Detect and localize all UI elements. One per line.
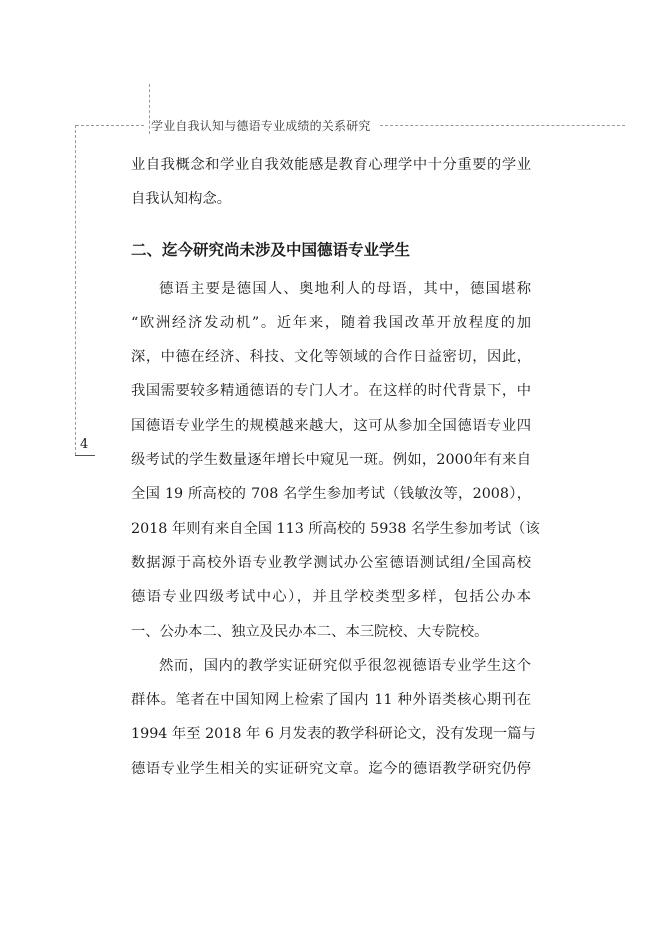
text-line: “欧洲经济发动机”。近年来，随着我国改革开放程度的加 xyxy=(131,314,531,331)
text-line: 群体。笔者在中国知网上检索了国内 11 种外语类核心期刊在 xyxy=(131,692,531,709)
text-line: 业自我概念和学业自我效能感是教育心理学中十分重要的学业 xyxy=(131,157,531,173)
page-number: 4 xyxy=(80,437,89,452)
text-line: 我国需要较多精通德语的专门人才。在这样的时代背景下，中 xyxy=(131,383,531,400)
paragraph-continued xyxy=(131,155,531,224)
text-line: 国德语专业学生的规模越来越大，这可从参加全国德语专业四 xyxy=(131,417,531,434)
margin-vertical-rule xyxy=(75,125,76,455)
paragraph xyxy=(131,279,540,656)
text-line: 数据源于高校外语专业教学测试办公室德语测试组/全国高校 xyxy=(131,554,531,571)
header-rule-left xyxy=(76,125,144,126)
text-line: 德语专业学生相关的实证研究文章。迄今的德语教学研究仍停 xyxy=(131,760,531,777)
text-line: 一、公办本二、独立及民办本二、本三院校、大专院校。 xyxy=(131,623,489,640)
text-line: 然而，国内的教学实证研究似乎很忽视德语专业学生这个 xyxy=(159,657,531,674)
section-heading: 二、迄今研究尚未涉及中国德语专业学生 xyxy=(131,240,411,259)
text-line: 级考试的学生数量逐年增长中窥见一斑。例如，2000年有来自 xyxy=(131,452,531,469)
running-header-title: 学业自我认知与德语专业成绩的关系研究 xyxy=(151,119,371,133)
text-line: 德语主要是德国人、奥地利人的母语，其中，德国堪称 xyxy=(159,280,531,297)
header-rule-right xyxy=(380,125,625,126)
body-text xyxy=(131,155,540,793)
paragraph xyxy=(131,656,536,793)
text-line: 全国 19 所高校的 708 名学生参加考试（钱敏汝等，2008）， xyxy=(131,486,531,503)
text-line: 深，中德在经济、科技、文化等领域的合作日益密切，因此， xyxy=(131,349,531,366)
text-line: 2018 年则有来自全国 113 所高校的 5938 名学生参加考试（该 xyxy=(131,520,540,537)
page-number-underline xyxy=(75,455,95,456)
text-line: 德语专业四级考试中心），并且学校类型多样，包括公办本 xyxy=(131,589,531,606)
text-line: 自我认知构念。 xyxy=(131,191,232,208)
text-line: 1994 年至 2018 年 6 月发表的教学科研论文，没有发现一篇与 xyxy=(131,726,536,743)
header-vertical-divider xyxy=(149,84,150,134)
